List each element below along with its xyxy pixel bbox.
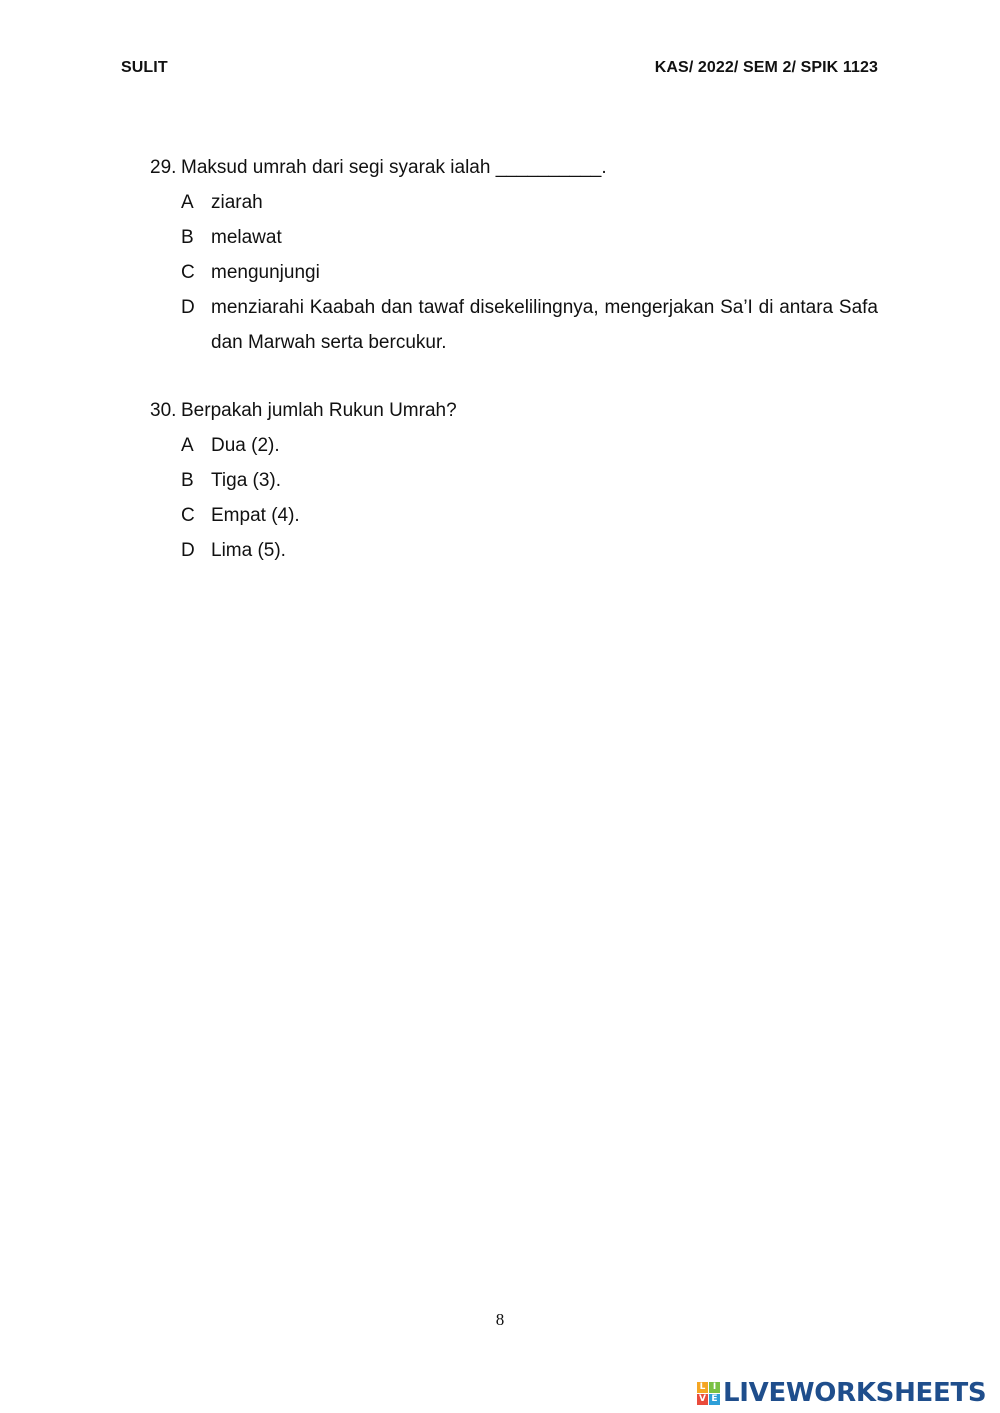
header-classification: SULIT <box>121 59 168 76</box>
option-letter: D <box>181 540 195 561</box>
option-letter: D <box>181 297 195 318</box>
option-letter: A <box>181 192 194 213</box>
option-c[interactable] <box>181 504 878 528</box>
option-letter: C <box>181 505 195 526</box>
option-b[interactable] <box>181 226 878 250</box>
liveworksheets-logo <box>697 1378 986 1408</box>
option-letter: C <box>181 262 195 283</box>
live-badge-icon <box>697 1382 720 1405</box>
option-a[interactable] <box>181 191 878 215</box>
option-text: mengunjungi <box>211 262 320 283</box>
badge-letter: V <box>697 1394 708 1405</box>
badge-letter: E <box>709 1394 720 1405</box>
header-exam-code: KAS/ 2022/ SEM 2/ SPIK 1123 <box>654 59 878 76</box>
option-a[interactable] <box>181 434 878 458</box>
option-c[interactable] <box>181 261 878 285</box>
option-d[interactable] <box>181 539 878 563</box>
option-text: Tiga (3). <box>211 470 282 491</box>
option-b[interactable] <box>181 469 878 493</box>
question-30 <box>150 399 878 563</box>
question-text: Berpakah jumlah Rukun Umrah? <box>181 400 457 421</box>
liveworksheets-wordmark: LIVEWORKSHEETS <box>723 1378 987 1408</box>
option-text: melawat <box>211 227 282 248</box>
option-letter: B <box>181 470 194 491</box>
option-text: ziarah <box>211 192 263 213</box>
option-d[interactable] <box>181 296 878 360</box>
option-text: Lima (5). <box>211 540 286 561</box>
page-number: 8 <box>495 1310 505 1329</box>
option-text: Dua (2). <box>211 435 280 456</box>
option-text: Empat (4). <box>211 505 300 526</box>
badge-letter: L <box>697 1382 708 1393</box>
option-letter: B <box>181 227 194 248</box>
question-number: 30. <box>150 400 177 421</box>
badge-letter: I <box>709 1382 720 1393</box>
option-letter: A <box>181 435 194 456</box>
question-number: 29. <box>150 157 177 178</box>
option-text: menziarahi Kaabah dan tawaf disekelilingnya, mengerjakan Sa’I di antara Safa dan Marwah serta bercukur. <box>211 297 878 353</box>
question-stem <box>150 399 878 423</box>
question-stem <box>150 156 878 180</box>
question-29 <box>150 156 878 360</box>
question-text: Maksud umrah dari segi syarak ialah __________. <box>181 157 607 178</box>
